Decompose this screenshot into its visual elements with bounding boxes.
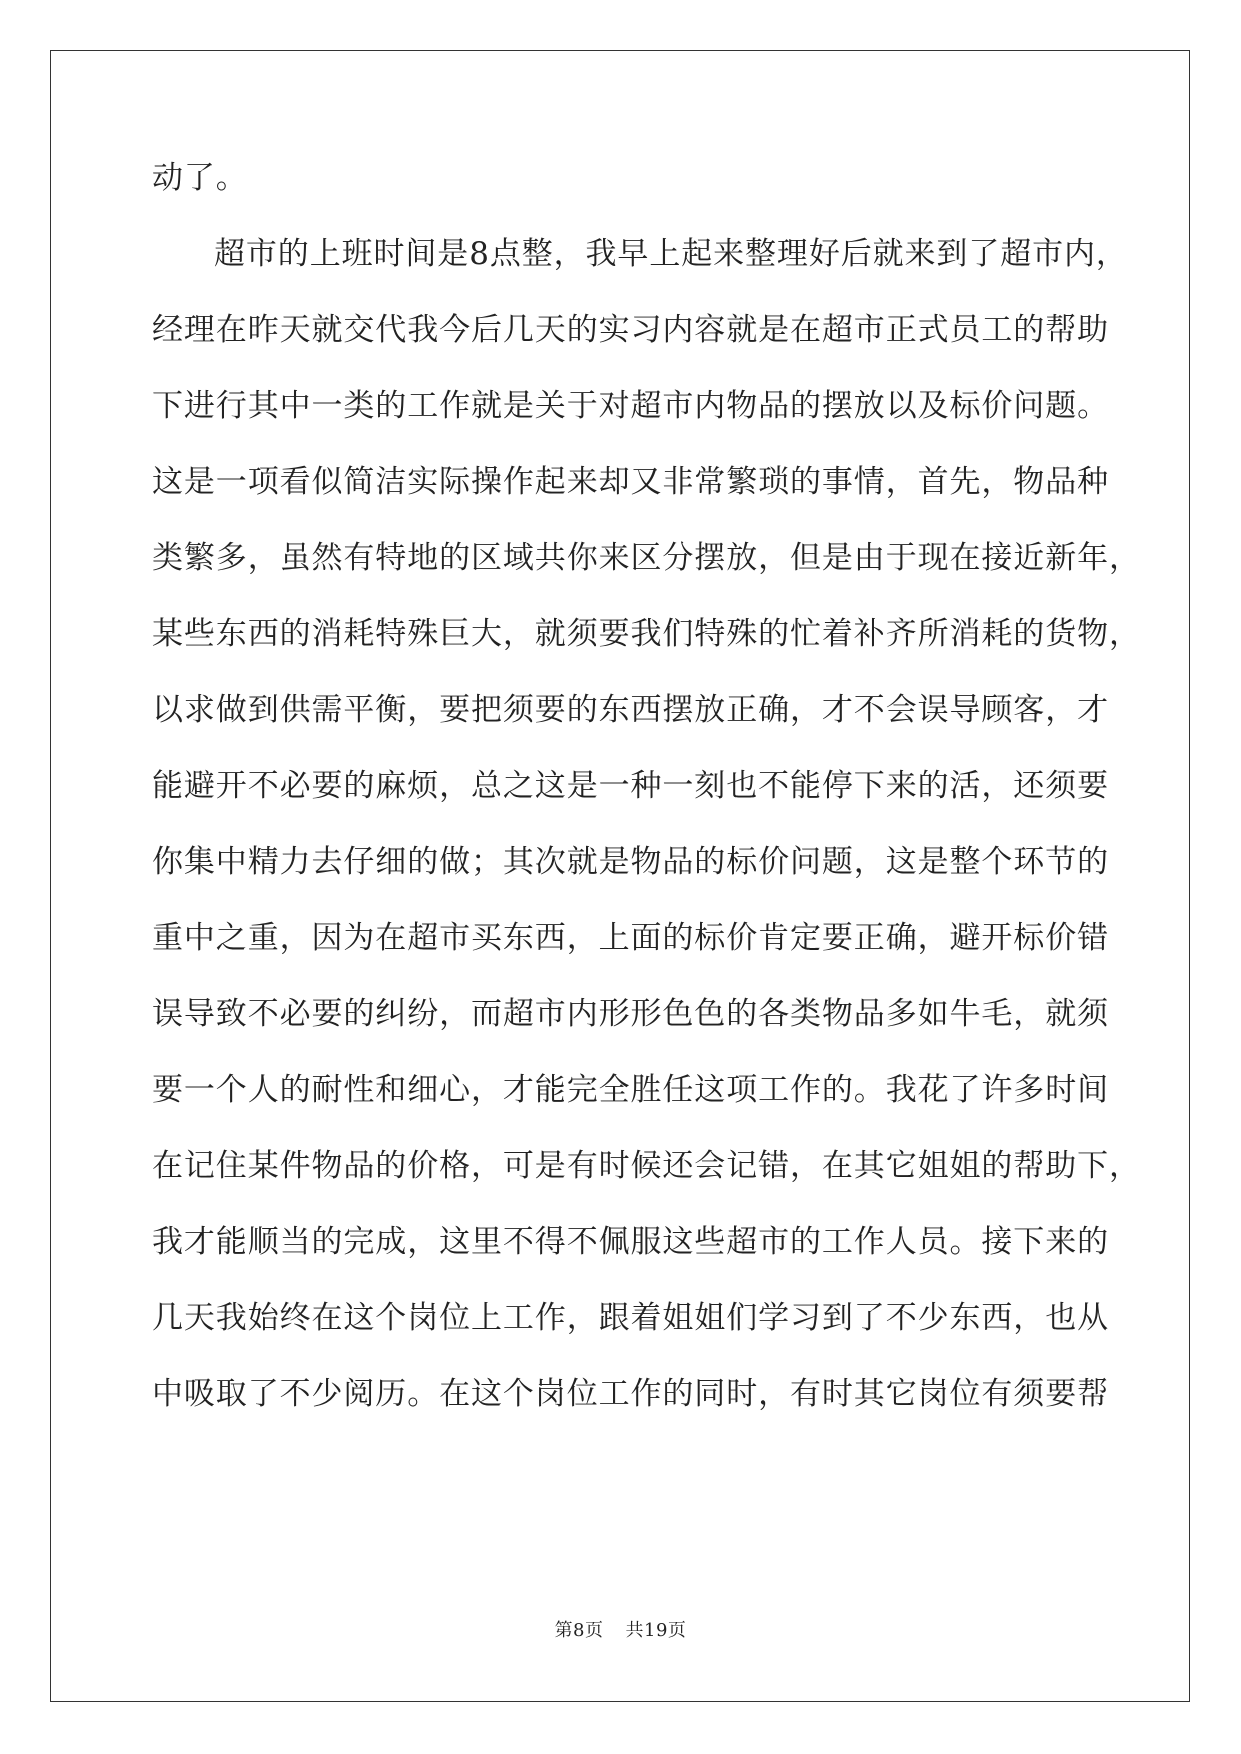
text-line: 我才能顺当的完成，这里不得不佩服这些超市的工作人员。接下来的: [152, 1224, 1109, 1260]
text-line: 类繁多，虽然有特地的区域共你来区分摆放，但是由于现在接近新年，: [152, 540, 1141, 576]
document-body: [152, 160, 1141, 1452]
text-line: 动了。: [152, 160, 248, 196]
text-line: 要一个人的耐性和细心，才能完全胜任这项工作的。我花了许多时间: [152, 1072, 1109, 1108]
text-line: 这是一项看似简洁实际操作起来却又非常繁琐的事情，首先，物品种: [152, 464, 1109, 500]
text-line: 经理在昨天就交代我今后几天的实习内容就是在超市正式员工的帮助: [152, 312, 1109, 348]
paragraph-start-line: 超市的上班时间是8点整，我早上起来整理好后就来到了超市内，: [214, 236, 1128, 272]
text-line: 你集中精力去仔细的做；其次就是物品的标价问题，这是整个环节的: [152, 844, 1109, 880]
text-line: 某些东西的消耗特殊巨大，就须要我们特殊的忙着补齐所消耗的货物，: [152, 616, 1141, 652]
text-line: 以求做到供需平衡，要把须要的东西摆放正确，才不会误导顾客，才: [152, 692, 1109, 728]
total-pages-count: 共19页: [625, 1620, 687, 1641]
current-page-number: 第8页: [554, 1620, 604, 1641]
text-line: 能避开不必要的麻烦，总之这是一种一刻也不能停下来的活，还须要: [152, 768, 1109, 804]
text-line: 中吸取了不少阅历。在这个岗位工作的同时，有时其它岗位有须要帮: [152, 1376, 1109, 1412]
text-line: 误导致不必要的纠纷，而超市内形形色色的各类物品多如牛毛，就须: [152, 996, 1109, 1032]
text-line: 几天我始终在这个岗位上工作，跟着姐姐们学习到了不少东西，也从: [152, 1300, 1109, 1336]
text-line: 在记住某件物品的价格，可是有时候还会记错，在其它姐姐的帮助下，: [152, 1148, 1141, 1184]
text-line: 重中之重，因为在超市买东西，上面的标价肯定要正确，避开标价错: [152, 920, 1109, 956]
text-line: 下进行其中一类的工作就是关于对超市内物品的摆放以及标价问题。: [152, 388, 1109, 424]
page-footer: [0, 1616, 1241, 1642]
